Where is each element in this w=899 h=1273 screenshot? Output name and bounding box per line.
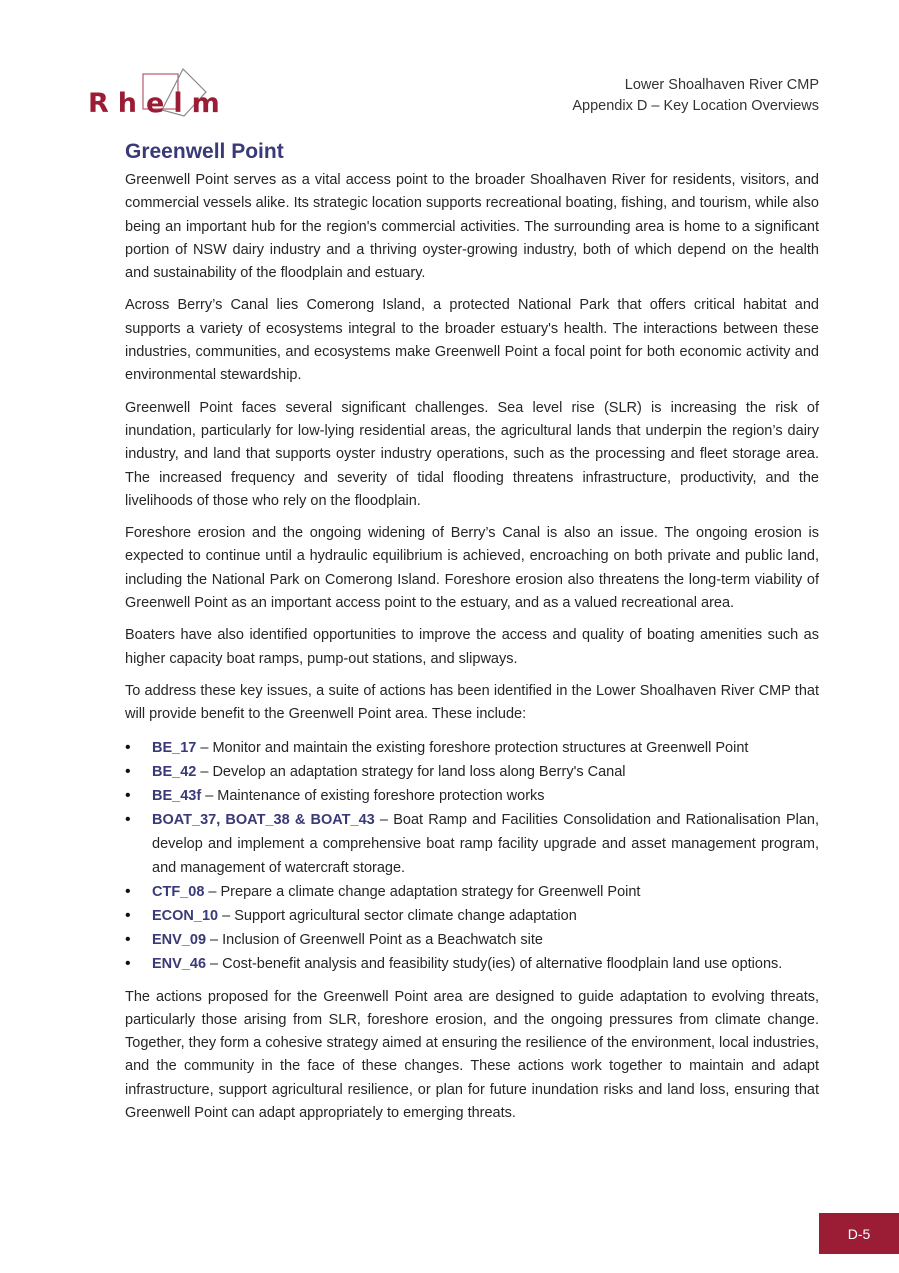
list-item: [125, 880, 819, 904]
list-item: [125, 952, 819, 976]
paragraph: Greenwell Point serves as a vital access point to the broader Shoalhaven River for residents, visitors, and commercial vessels alike. Its strategic location supports recreational boating, fishing, and tourism, while also being an important hub for the region's commercial activities. The surrounding area is home to a significant portion of NSW dairy industry and a thriving oyster-growing industry, both of which depend on the health and sustainability of the floodplain and estuary.: [125, 172, 819, 282]
action-code: BE_42: [152, 763, 197, 780]
page-header: [572, 75, 819, 117]
closing-paragraph: The actions proposed for the Greenwell Point area are designed to guide adaptation to evolving threats, particularly those arising from SLR, foreshore erosion, and the ongoing pressures from climate change. Together, they form a cohesive strategy aimed at ensuring the resilience of the environment, local industries, and the community in the face of these changes. These actions work together to maintain and adapt infrastructure, support agricultural resilience, or plan for future inundation risks and land loss, ensuring that Greenwell Point can adapt appropriately to emerging threats.: [125, 988, 819, 1122]
list-item: [125, 928, 819, 952]
page-number-badge: [819, 1213, 899, 1254]
paragraph: Boaters have also identified opportunities to improve the access and quality of boating amenities such as higher capacity boat ramps, pump-out stations, and slipways.: [125, 627, 819, 667]
document-title: Lower Shoalhaven River CMP: [624, 77, 819, 93]
list-item: [125, 760, 819, 784]
action-description: – Develop an adaptation strategy for land loss along Berry's Canal: [196, 763, 626, 780]
list-item: [125, 808, 819, 880]
action-description: – Cost-benefit analysis and feasibility study(ies) of alternative floodplain land use options.: [206, 955, 783, 972]
paragraph: To address these key issues, a suite of actions has been identified in the Lower Shoalhaven River CMP that will provide benefit to the Greenwell Point area. These include:: [125, 682, 819, 723]
list-item: [125, 736, 819, 760]
page-number: D-5: [847, 1225, 871, 1242]
action-description: – Inclusion of Greenwell Point as a Beachwatch site: [206, 931, 543, 948]
logo-text: Rhelm: [88, 88, 229, 119]
actions-list: [125, 736, 819, 976]
rhelm-logo: [88, 66, 248, 126]
list-item: [125, 784, 819, 808]
page-title: Greenwell Point: [125, 140, 284, 163]
action-code: BOAT_37, BOAT_38 & BOAT_43: [152, 811, 375, 828]
paragraph: Across Berry’s Canal lies Comerong Island, a protected National Park that offers critical habitat and supports a variety of ecosystems integral to the broader estuary's health. The interactions between these industries, communities, and ecosystems make Greenwell Point a focal point for both economic activity and environmental stewardship.: [125, 297, 819, 384]
action-code: ECON_10: [152, 907, 219, 924]
paragraph: Greenwell Point faces several significant challenges. Sea level rise (SLR) is increasing the risk of inundation, particularly for low-lying residential areas, the agricultural lands that underpin the region’s dairy industry, and land that supports oyster industry operations, such as the processing and fleet storage area. The increased frequency and severity of tidal flooding threatens infrastructure, productivity, and the livelihoods of those who rely on the floodplain.: [125, 399, 819, 509]
action-description: – Prepare a climate change adaptation strategy for Greenwell Point: [204, 883, 641, 900]
action-code: ENV_46: [152, 955, 207, 972]
action-code: BE_43f: [152, 787, 202, 804]
action-code: CTF_08: [152, 883, 205, 900]
main-content: [125, 138, 819, 1134]
list-item: [125, 904, 819, 928]
action-description: – Maintenance of existing foreshore protection works: [201, 787, 545, 804]
action-description: – Boat Ramp and Facilities Consolidation and Rationalisation Plan, develop and implement a comprehensive boat ramp facility upgrade and asset management program, and management of watercraft storage.: [152, 811, 820, 876]
action-description: – Monitor and maintain the existing foreshore protection structures at Greenwell Point: [196, 739, 749, 756]
action-code: ENV_09: [152, 931, 207, 948]
appendix-title: Appendix D – Key Location Overviews: [572, 98, 819, 114]
paragraph: Foreshore erosion and the ongoing widening of Berry’s Canal is also an issue. The ongoing erosion is expected to continue until a hydraulic equilibrium is achieved, encroaching on both private and public land, including the National Park on Comerong Island. Foreshore erosion also threatens the long-term viability of Greenwell Point as an important access point to the estuary, and as a valued recreational area.: [125, 525, 819, 612]
action-code: BE_17: [152, 739, 197, 756]
action-description: – Support agricultural sector climate change adaptation: [218, 907, 577, 924]
